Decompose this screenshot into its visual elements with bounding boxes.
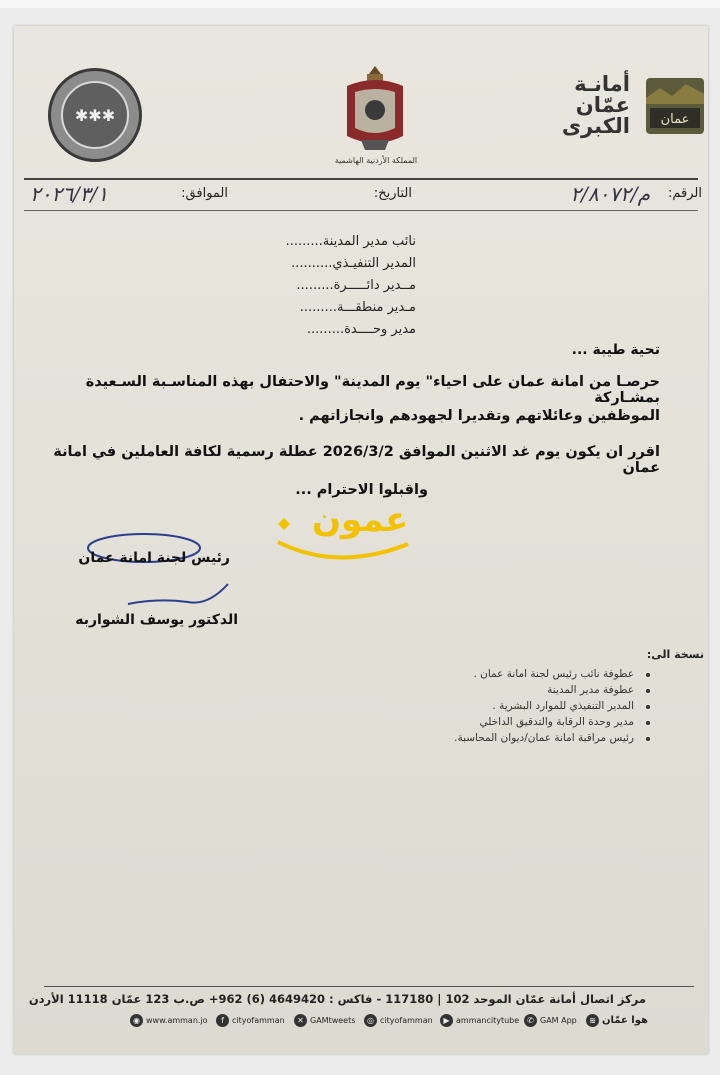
watermark-swoosh-icon	[266, 506, 446, 566]
signature-stroke-icon	[124, 578, 244, 612]
whatsapp-icon: ✆	[524, 1014, 537, 1027]
social-radio[interactable]: ≋ هوا عمّان	[586, 1014, 648, 1027]
letter-page	[14, 26, 708, 1054]
seal-of-excellence-emblem	[48, 68, 142, 162]
logo-line-2: عمّان	[575, 93, 630, 117]
logo-line-1: أمانـة	[574, 72, 630, 96]
body-line-1: حرصـا من امانة عمان على احياء" يوم المدينة" والاحتفال بهذه المناسـبة السـعيدة بمشـاركة	[85, 374, 660, 406]
globe-icon: ◉	[130, 1014, 143, 1027]
copy-item-4: مدير وحدة الرقابة والتدقيق الداخلي	[479, 716, 634, 728]
header-divider	[24, 178, 698, 180]
meta-divider	[24, 210, 698, 211]
footer-divider	[44, 986, 694, 987]
addressee-1: نائب مدير المدينة.........	[285, 234, 416, 249]
copy-item-3: المدير التنفيذي للموارد البشرية .	[492, 700, 634, 712]
x-icon: ✕	[294, 1014, 307, 1027]
social-instagram[interactable]: ◎ cityofamman	[364, 1014, 433, 1027]
gam-logo-wordmark	[562, 74, 630, 137]
social-gam-app[interactable]: ✆ GAM App	[524, 1014, 577, 1027]
screen-top-bar	[0, 0, 720, 8]
addressee-3: مــدير دائـــــرة.........	[296, 278, 416, 293]
hijri-date-value: ٢٠٢٦/٣/١	[30, 182, 108, 206]
instagram-icon: ◎	[364, 1014, 377, 1027]
crest-caption: المملكة الأردنية الهاشمية	[334, 156, 418, 165]
copy-item-1: عطوفة نائب رئيس لجنة امانة عمان .	[473, 668, 634, 680]
facebook-icon: f	[216, 1014, 229, 1027]
social-x[interactable]: ✕ GAMtweets	[294, 1014, 355, 1027]
hijri-date-label: الموافق:	[181, 186, 228, 201]
body-line-2: الموظفين وعائلاتهم وتقديرا لجهودهم وانجازاتهم .	[298, 408, 660, 424]
addressee-5: مدير وحــــدة.........	[306, 322, 416, 337]
logo-line-3: الكبرى	[561, 114, 630, 138]
body-line-3: اقرر ان يكون يوم غد الاثنين الموافق 2026/3/2 عطلة رسمية لكافة العاملين في امانة عمان	[53, 444, 660, 476]
radio-icon: ≋	[586, 1014, 599, 1027]
jordan-royal-crest-icon	[339, 62, 411, 158]
star-cluster-icon: ✱✱✱	[61, 81, 129, 149]
date-label: التاريخ:	[373, 186, 412, 201]
social-website[interactable]: ◉ www.amman.jo	[130, 1014, 208, 1027]
copy-item-5: رئيس مراقبة امانة عمان/ديوان المحاسبة.	[454, 732, 634, 744]
footer-contact: مركز اتصال أمانة عمّان الموحد 102 | 117180 - فاكس : 4649420 (6) 962+ ص.ب 123 عمّان 11118 الأردن	[28, 992, 646, 1006]
social-youtube[interactable]: ▶ ammancitytube	[440, 1014, 519, 1027]
reference-label: الرقم:	[668, 186, 702, 201]
addressee-2: المدير التنفيـذي..........	[291, 256, 416, 271]
copy-item-2: عطوفة مدير المدينة	[547, 684, 634, 696]
youtube-icon: ▶	[440, 1014, 453, 1027]
copies-label: نسخة الى:	[646, 648, 704, 661]
gam-logo-icon	[646, 72, 704, 134]
signatory-name: الدكتور يوسف الشواربه	[75, 612, 238, 628]
reference-number: م/٢/٨٠٧٢	[570, 182, 650, 206]
addressee-4: مـدير منطقـــة.........	[299, 300, 416, 315]
greeting: تحية طيبة ...	[571, 342, 660, 358]
signatory-title: رئيس لجنة امانة عمان	[78, 550, 230, 566]
closing-line: واقبلوا الاحترام ...	[295, 482, 428, 498]
ammon-watermark: عمون	[312, 500, 409, 540]
logo-badge-text: عمان	[660, 112, 690, 127]
social-facebook[interactable]: f cityofamman	[216, 1014, 285, 1027]
